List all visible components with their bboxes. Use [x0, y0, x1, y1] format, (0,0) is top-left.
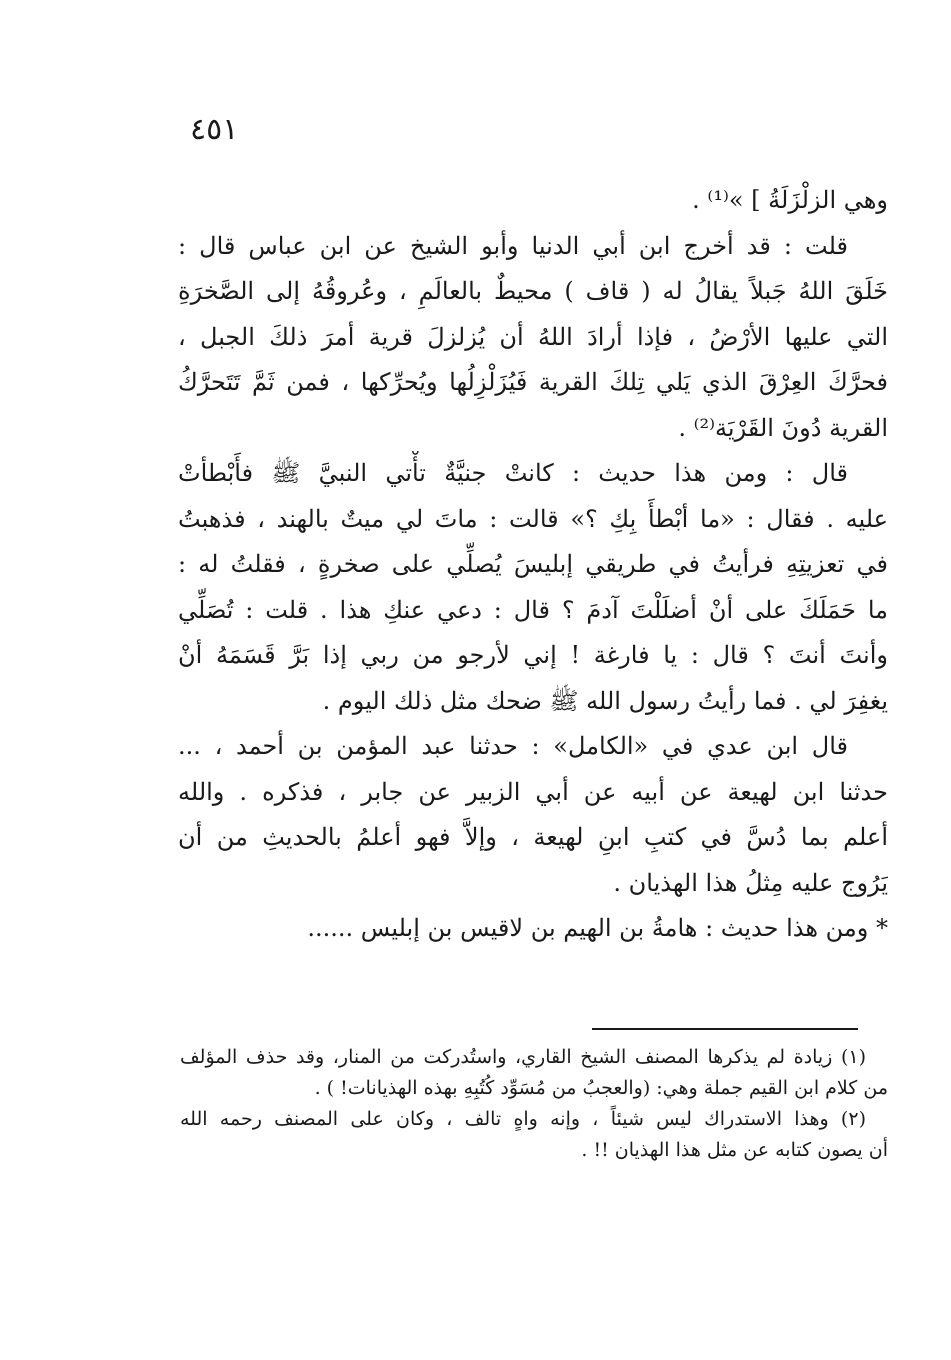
- text-line: حدثنا ابن لهيعة عن أبيه عن أبي الزبير عن جابر ، فذكره . والله: [178, 777, 888, 806]
- text-line: * ومن هذا حديث : هامةُ بن الهيم بن لاقيس بن إبليس ......: [307, 914, 888, 942]
- text-line: التي عليها الأرْضُ ، فإذا أرادَ اللهُ أن يُزلزلَ قرية أمرَ ذلكَ الجبل ،: [178, 322, 888, 351]
- text-line: خَلَقَ اللهُ جَبلاً يقالُ له ( قاف ) محيطٌ بالعالَمِ ، وعُروقُهُ إلى الصَّخرَةِ: [178, 277, 888, 305]
- text-line: قلت : قد أخرج ابن أبي الدنيا وأبو الشيخ عن ابن عباس قال :: [178, 231, 848, 260]
- footnote-separator: [592, 1028, 858, 1030]
- page-number: ٤٥١: [190, 112, 239, 147]
- text-line: وهي الزلْزَلَةُ ] »⁽¹⁾ .: [692, 186, 888, 214]
- text-line: يَرُوج عليه مِثلُ هذا الهذيان .: [613, 868, 888, 897]
- text-line: عليه . فقال : «ما أبْطأَ بِكِ ؟» قالت : ماتَ لي ميتٌ بالهند ، فذهبتُ: [178, 504, 888, 533]
- text-line: القرية دُونَ القَرْيَة⁽²⁾ .: [678, 413, 888, 442]
- text-line: يغفِرَ لي . فما رأيتُ رسول الله ﷺ ضحك مثل ذلك اليوم .: [322, 686, 888, 715]
- text-line: في تعزيتِهِ فرأيتُ في طريقي إبليسَ يُصلِّي على صخرةٍ ، فقلتُ له :: [178, 550, 888, 578]
- footnote-line: أن يصون كتابه عن مثل هذا الهذيان !! .: [581, 1139, 888, 1161]
- footnote-line: (٢) وهذا الاستدراك ليس شيئاً ، وإنه واهٍ تالف ، وكان على المصنف رحمه الله: [180, 1108, 866, 1130]
- footnote-line: (١) زيادة لم يذكرها المصنف الشيخ القاري، واستُدركت من المنار، وقد حذف المؤلف: [180, 1046, 866, 1068]
- text-line: وأنتَ أنتَ ؟ قال : يا فارغة ! إني لأرجو من ربي إذا بَرَّ قَسَمَهُ أنْ: [178, 641, 888, 669]
- footnote-line: من كلام ابن القيم جملة وهي: (والعجبُ من مُسَوِّد كُتُبِهِ بهذه الهذيانات! ) .: [314, 1077, 888, 1099]
- text-line: قال ابن عدي في «الكامل» : حدثنا عبد المؤمن بن أحمد ، ...: [178, 732, 848, 760]
- footnotes: [180, 1042, 888, 1166]
- text-line: فحرَّكَ العِرْقَ الذي يَلي تِلكَ القرية فَيُزَلْزِلُها ويُحرِّكها ، فمن ثَمَّ تَتَحرَّكُ: [178, 368, 888, 396]
- text-line: قال : ومن هذا حديث : كانتْ جنيَّةٌ تأْتي النبيَّ ﷺ فأَبْطأتْ: [178, 459, 848, 487]
- text-line: أعلم بما دُسَّ في كتبِ ابنِ لهيعة ، وإلاَّ فهو أعلمُ بالحديثِ من أن: [178, 823, 888, 851]
- main-text: [178, 178, 888, 952]
- text-line: ما حَمَلَكَ على أنْ أضلَلْتَ آدمَ ؟ قال : دعي عنكِ هذا . قلت : تُصَلِّي: [178, 595, 888, 624]
